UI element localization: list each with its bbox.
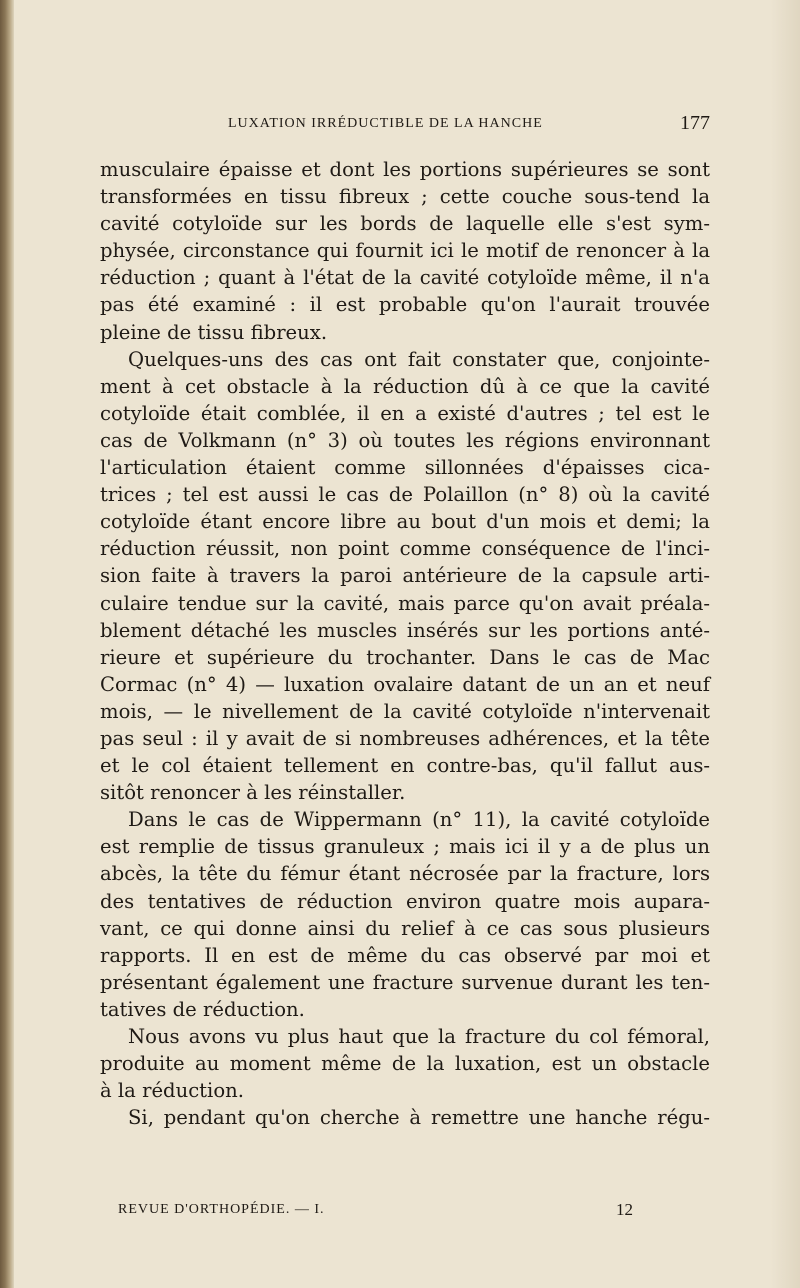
text-line: tatives de réduction. bbox=[100, 997, 305, 1021]
text-line: trices ; tel est aussi le cas de Polaillon (n° 8) où la cavité bbox=[100, 483, 710, 507]
text-line: transformées en tissu fibreux ; cette couche sous-tend la bbox=[100, 185, 710, 209]
text-line: Quelques-uns des cas ont fait constater que, conjointe- bbox=[128, 347, 710, 371]
text-line: abcès, la tête du fémur étant nécrosée par la fracture, lors bbox=[100, 862, 710, 886]
text-line: présentant également une fracture survenue durant les ten- bbox=[100, 970, 710, 994]
text-line: cas de Volkmann (n° 3) où toutes les régions environnant bbox=[100, 428, 710, 452]
text-line: culaire tendue sur la cavité, mais parce qu'on avait préala- bbox=[100, 591, 710, 615]
text-line: Nous avons vu plus haut que la fracture du col fémoral, bbox=[128, 1025, 710, 1048]
text-line: sitôt renoncer à les réinstaller. bbox=[100, 781, 406, 805]
text-line: pleine de tissu fibreux. bbox=[100, 320, 328, 344]
text-line: pas seul : il y avait de si nombreuses adhérences, et la tête bbox=[100, 726, 710, 750]
text-line: Dans le cas de Wippermann (n° 11), la cavité cotyloïde bbox=[128, 808, 710, 832]
text-line: des tentatives de réduction environ quatre mois aupara- bbox=[100, 889, 710, 913]
text-line: réduction réussit, non point comme conséquence de l'inci- bbox=[100, 537, 710, 561]
text-line: vant, ce qui donne ainsi du relief à ce cas sous plusieurs bbox=[100, 916, 710, 940]
text-line: cotyloïde était comblée, il en a existé d'autres ; tel est le bbox=[100, 401, 710, 425]
text-line: et le col étaient tellement en contre-bas, qu'il fallut aus- bbox=[100, 754, 710, 778]
text-line: mois, — le nivellement de la cavité cotyloïde n'intervenait bbox=[100, 699, 710, 723]
text-line: Cormac (n° 4) — luxation ovalaire datant de un an et neuf bbox=[100, 672, 710, 696]
page-binding-edge bbox=[0, 0, 14, 1288]
text-line: cotyloïde étant encore libre au bout d'un mois et demi; la bbox=[100, 510, 710, 534]
text-line: Si, pendant qu'on cherche à remettre une hanche régu- bbox=[128, 1106, 710, 1130]
footer-sheet-number: 12 bbox=[616, 1200, 633, 1219]
text-line: à la réduction. bbox=[100, 1079, 244, 1103]
text-line: pas été examiné : il est probable qu'on l'aurait trouvée bbox=[100, 293, 710, 317]
text-line: produite au moment même de la luxation, est un obstacle bbox=[100, 1052, 710, 1076]
text-line: rapports. Il en est de même du cas observé par moi et bbox=[100, 943, 710, 967]
running-head-title: LUXATION IRRÉDUCTIBLE DE LA HANCHE bbox=[228, 116, 543, 131]
page-footer bbox=[100, 1200, 710, 1224]
text-line: cavité cotyloïde sur les bords de laquelle elle s'est sym- bbox=[100, 212, 710, 236]
text-line: musculaire épaisse et dont les portions supérieures se sont bbox=[100, 158, 710, 181]
text-line: sion faite à travers la paroi antérieure de la capsule arti- bbox=[100, 564, 710, 588]
text-line: est remplie de tissus granuleux ; mais ici il y a de plus un bbox=[100, 835, 710, 859]
text-line: blement détaché les muscles insérés sur les portions anté- bbox=[100, 618, 710, 642]
text-line: réduction ; quant à l'état de la cavité cotyloïde même, il n'a bbox=[100, 266, 710, 290]
text-line: l'articulation étaient comme sillonnées d'épaisses cica- bbox=[100, 456, 710, 480]
footer-signature: REVUE D'ORTHOPÉDIE. — I. bbox=[118, 1202, 325, 1217]
body-text bbox=[100, 156, 710, 1131]
page-right-shadow bbox=[770, 0, 800, 1288]
text-line: rieure et supérieure du trochanter. Dans le cas de Mac bbox=[100, 645, 710, 669]
text-line: ment à cet obstacle à la réduction dû à ce que la cavité bbox=[100, 374, 710, 398]
running-head bbox=[100, 112, 710, 140]
page-number: 177 bbox=[680, 112, 710, 134]
text-line: physée, circonstance qui fournit ici le motif de renoncer à la bbox=[100, 239, 710, 263]
